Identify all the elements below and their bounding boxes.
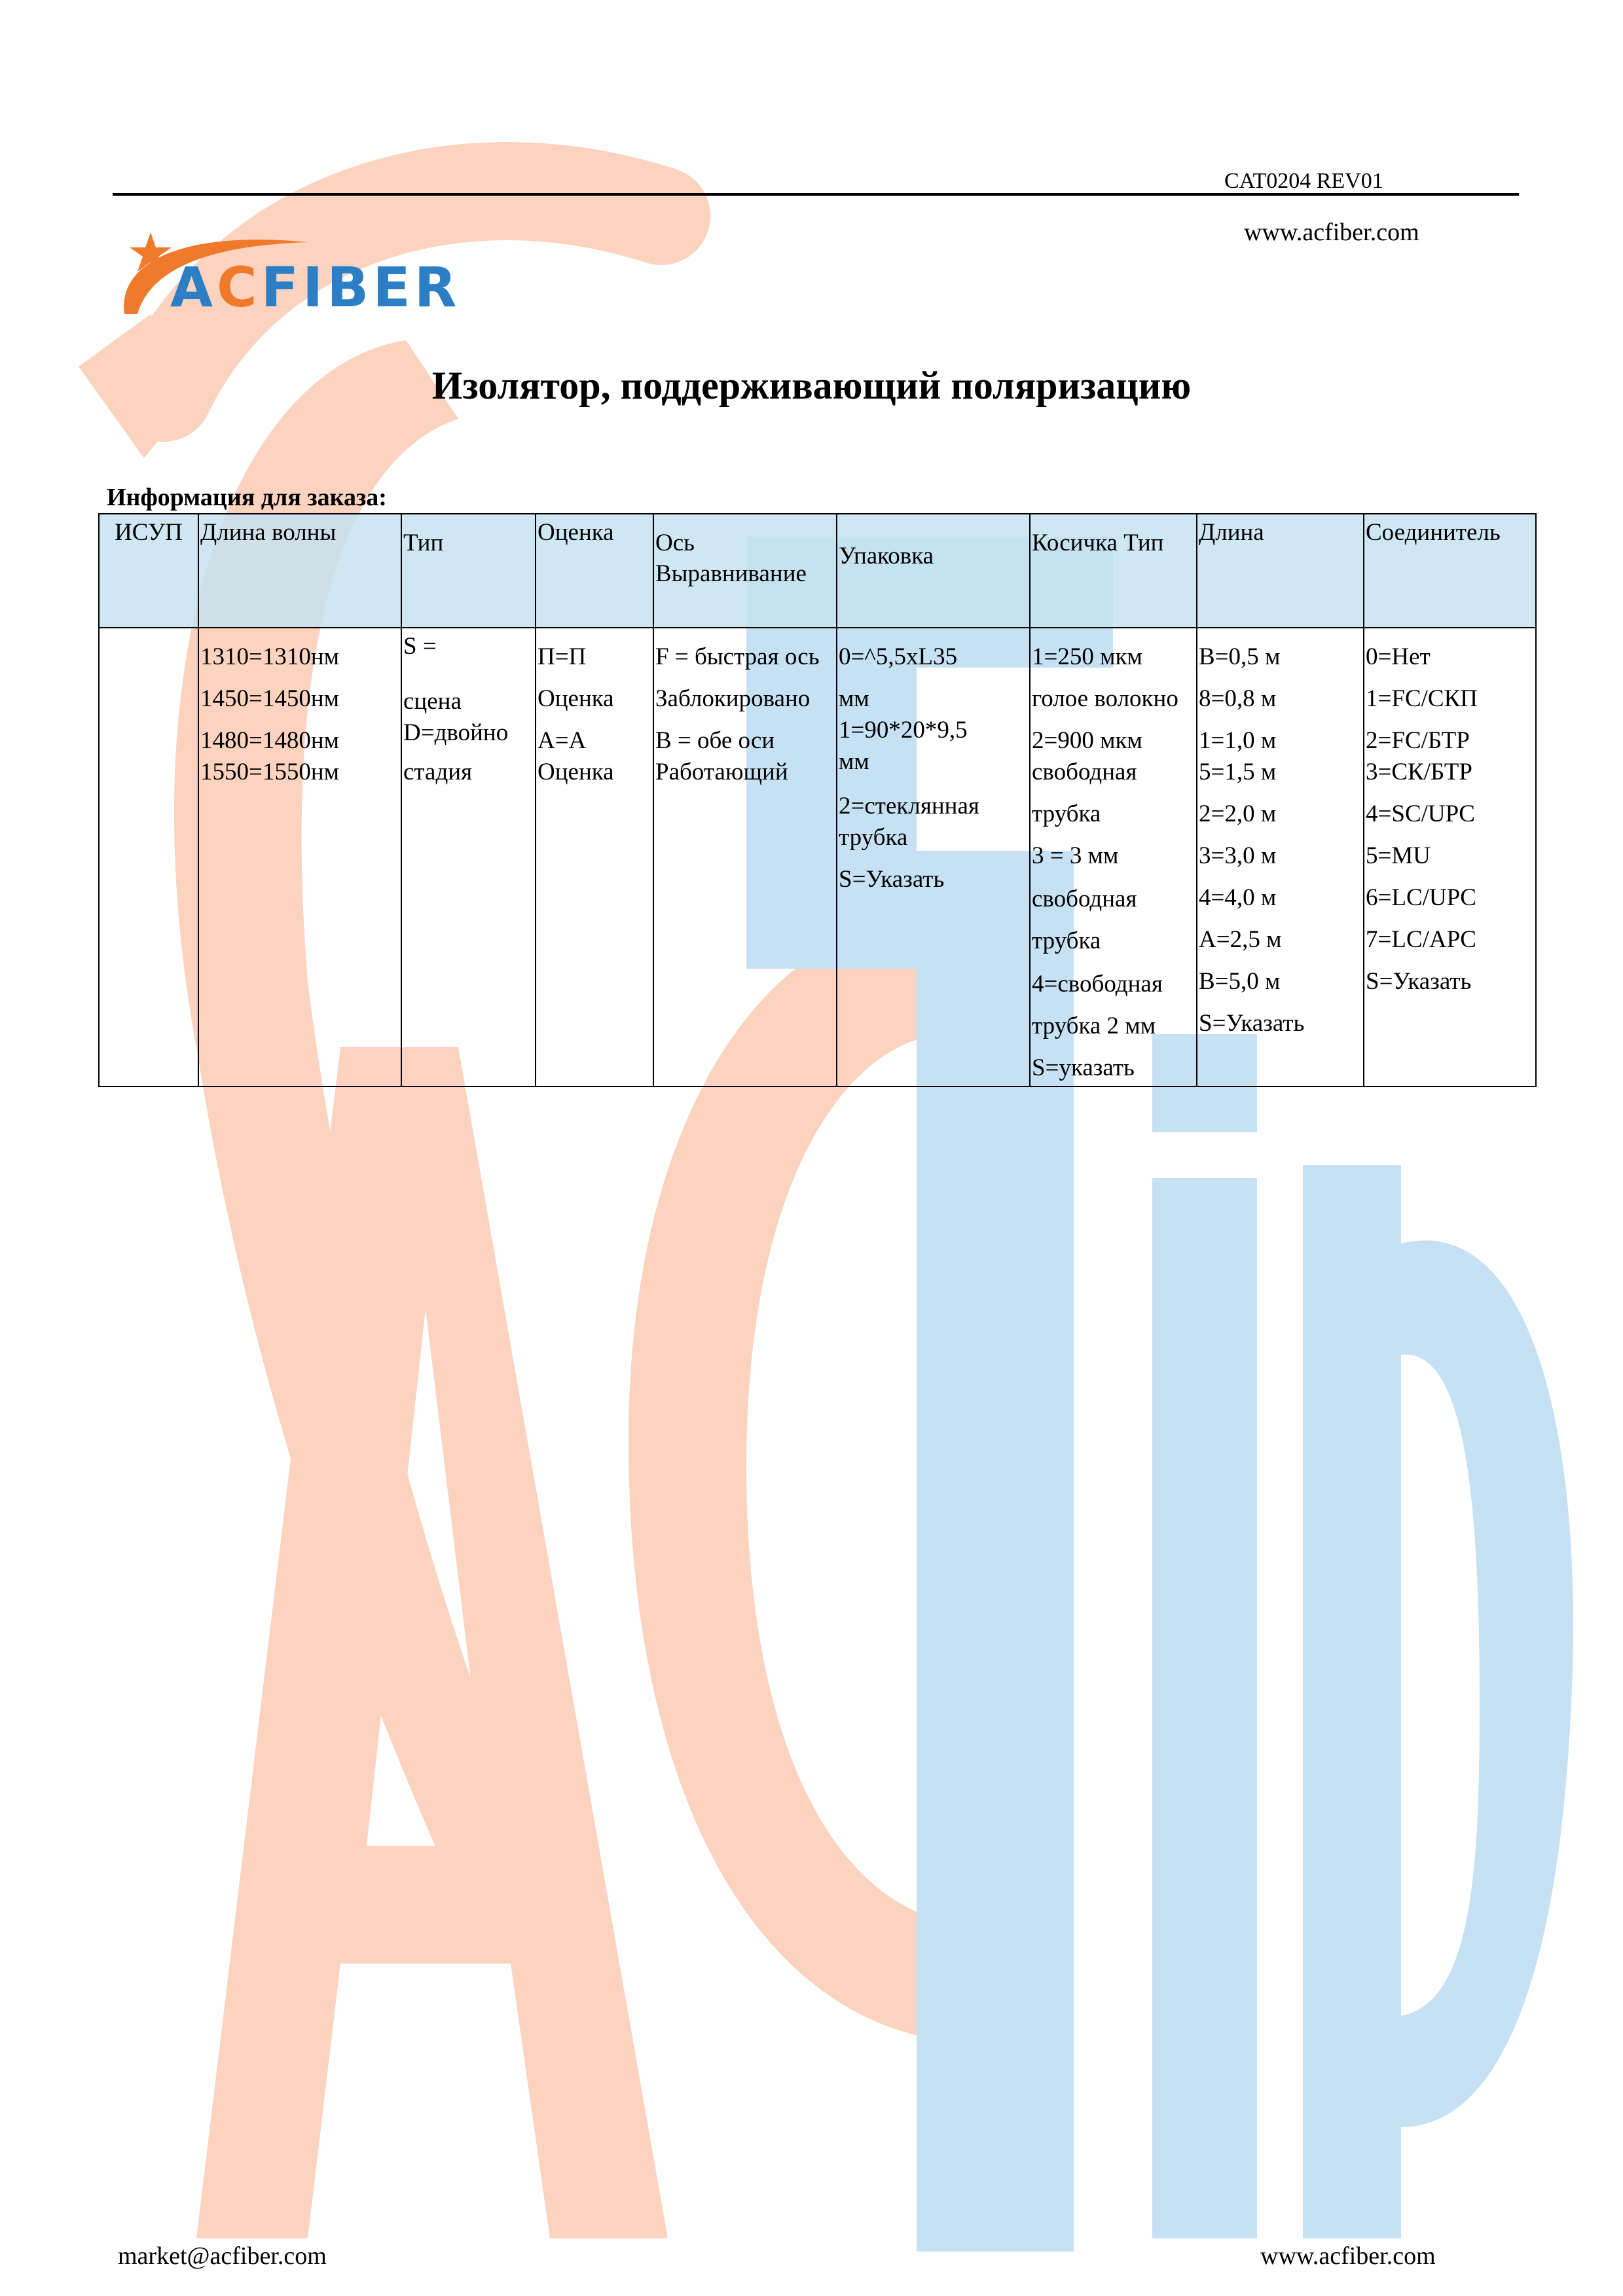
footer-email-link[interactable]: market@acfiber.com <box>118 2242 327 2270</box>
header-length: Длина <box>1197 514 1364 628</box>
header-package: Упаковка <box>837 514 1030 628</box>
acfiber-logo <box>111 216 461 324</box>
cell-axis-alignment: F = быстрая ось Заблокировано B = обе оси Работающий <box>653 628 837 1086</box>
header-connector: Соединитель <box>1364 514 1536 628</box>
cell-length: B=0,5 м 8=0,8 м 1=1,0 м 5=1,5 м 2=2,0 м 3=3,0 м 4=4,0 м A=2,5 м B=5,0 м S=Указать <box>1197 628 1364 1086</box>
document-code: CAT0204 REV01 <box>1224 169 1383 193</box>
header-isup: ИСУП <box>99 514 198 628</box>
cell-grade: П=П Оценка A=A Оценка <box>536 628 653 1086</box>
cell-pigtail-type: 1=250 мкм голое волокно 2=900 мкм свободная трубка 3 = 3 мм свободная трубка 4=свободная трубка 2 мм S=указать <box>1030 628 1197 1086</box>
table-header-row <box>99 514 1536 628</box>
page-title: Изолятор, поддерживающий поляризацию <box>431 364 1192 407</box>
cell-type: S = сцена D=двойно стадия <box>401 628 536 1086</box>
header-type: Тип <box>401 514 536 628</box>
header-pigtail-type: Косичка Тип <box>1030 514 1197 628</box>
header-website-link[interactable]: www.acfiber.com <box>1244 219 1419 246</box>
cell-wavelength: 1310=1310нм 1450=1450нм 1480=1480нм 1550=1550нм <box>198 628 401 1086</box>
table-row <box>99 628 1536 1086</box>
logo-text: ACFIBER <box>170 255 461 319</box>
header-grade: Оценка <box>536 514 653 628</box>
cell-isup <box>99 628 198 1086</box>
ordering-table <box>98 513 1537 1087</box>
header-wavelength: Длина волны <box>198 514 401 628</box>
cell-package: 0=^5,5xL35 мм 1=90*20*9,5 мм 2=стеклянная трубка S=Указать <box>837 628 1030 1086</box>
cell-connector: 0=Нет 1=FC/СКП 2=FC/БТР 3=СК/БТР 4=SC/UPC 5=MU 6=LC/UPC 7=LC/APC S=Указать <box>1364 628 1536 1086</box>
header-axis-alignment: Ось Выравнивание <box>653 514 837 628</box>
footer-website-link[interactable]: www.acfiber.com <box>1260 2242 1436 2270</box>
ordering-info-label: Информация для заказа: <box>107 484 387 511</box>
